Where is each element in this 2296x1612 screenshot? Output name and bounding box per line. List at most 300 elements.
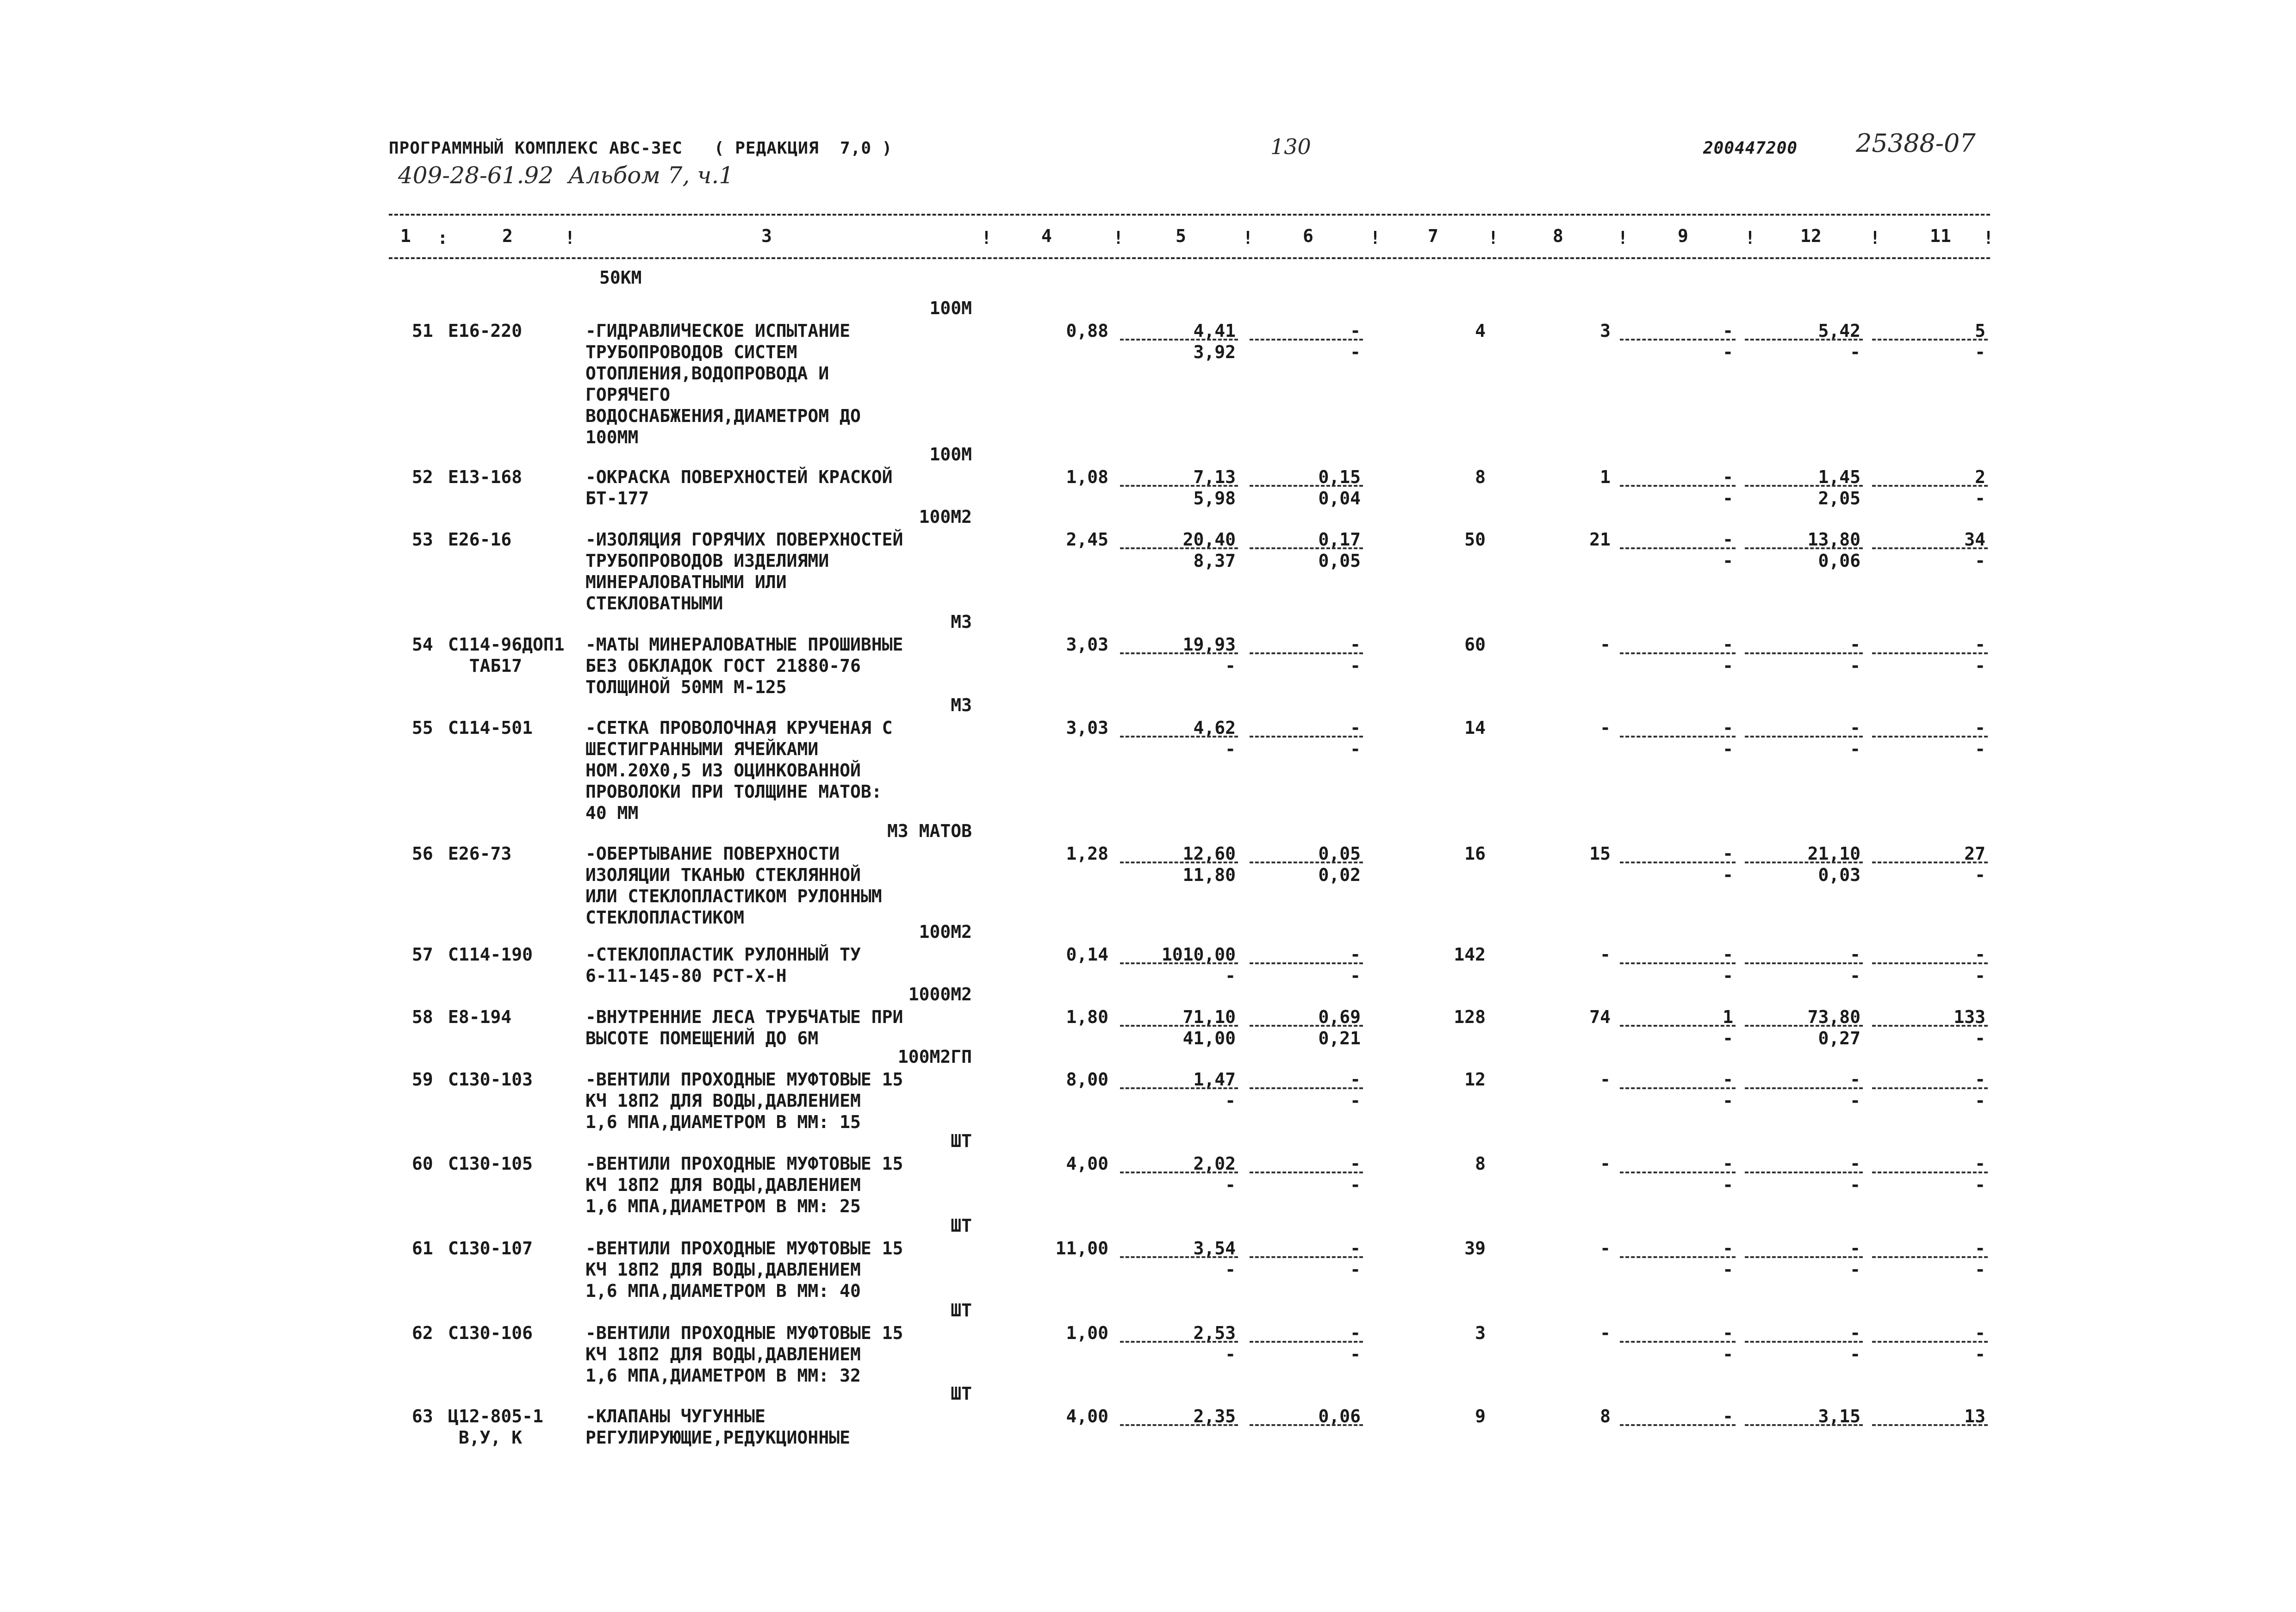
value-separator (1745, 862, 1863, 863)
machine-cost: - (1723, 944, 1733, 965)
unit-cost-total-secondary: - (1225, 1091, 1236, 1111)
unit-cost-machines: - (1350, 944, 1361, 965)
row-number: 58 (412, 1007, 433, 1027)
machine-cost-secondary: - (1723, 1175, 1733, 1195)
column-divider: ! (565, 228, 575, 248)
page-number: 130 (1270, 134, 1311, 159)
work-description: -СЕТКА ПРОВОЛОЧНАЯ КРУЧЕНАЯ С ШЕСТИГРАННЫМИ ЯЧЕЙКАМИ НОМ.20Х0,5 ИЗ ОЦИНКОВАННОЙ ПРОВОЛОКИ ПРИ ТОЛЩИНЕ МАТОВ: 40 ММ (585, 718, 893, 823)
labor-hours: 73,80 (1807, 1007, 1860, 1027)
total-cost: 128 (1454, 1007, 1486, 1027)
column-header: 6 (1303, 226, 1313, 246)
resource-code: Е16-220 (448, 321, 523, 341)
labor-total-secondary: - (1975, 551, 1985, 571)
value-separator (1120, 1256, 1238, 1258)
column-header: 4 (1041, 226, 1052, 246)
unit-cost-total: 3,54 (1193, 1238, 1236, 1259)
row-number: 56 (412, 843, 433, 864)
value-separator (1250, 862, 1363, 863)
value-separator (1745, 547, 1863, 549)
labor-cost: - (1600, 944, 1611, 965)
value-separator (1250, 547, 1363, 549)
header-rule-top (389, 214, 1990, 216)
value-separator (1620, 1341, 1736, 1343)
value-separator (1620, 1172, 1736, 1173)
machine-cost: 1 (1723, 1007, 1733, 1027)
unit-cost-total: 19,93 (1182, 634, 1236, 655)
unit-cost-total: 20,40 (1182, 529, 1236, 550)
quantity: 4,00 (1066, 1153, 1108, 1174)
resource-code: Е13-168 (448, 467, 523, 487)
unit-cost-total: 2,35 (1193, 1406, 1236, 1426)
value-separator (1620, 1424, 1736, 1426)
labor-hours: 5,42 (1818, 321, 1860, 341)
labor-hours: - (1850, 1069, 1860, 1090)
value-separator (1120, 1341, 1238, 1343)
labor-total-secondary: - (1975, 739, 1985, 759)
row-unit: ШТ (951, 1300, 972, 1321)
labor-total: 13 (1964, 1406, 1985, 1426)
value-separator (1872, 1087, 1988, 1089)
work-description: -ИЗОЛЯЦИЯ ГОРЯЧИХ ПОВЕРХНОСТЕЙ ТРУБОПРОВОДОВ ИЗДЕЛИЯМИ МИНЕРАЛОВАТНЫМИ ИЛИ СТЕКЛОВАТНЫМИ (585, 529, 903, 614)
value-separator (1250, 962, 1363, 964)
unit-cost-machines-secondary: 0,02 (1318, 865, 1361, 885)
column-divider: ! (1618, 228, 1628, 248)
column-header: 2 (502, 226, 513, 246)
labor-total: 27 (1964, 843, 1985, 864)
column-divider: ! (981, 228, 992, 248)
value-separator (1745, 962, 1863, 964)
quantity: 2,45 (1066, 529, 1108, 550)
labor-total-secondary: - (1975, 1091, 1985, 1111)
labor-total: 133 (1954, 1007, 1985, 1027)
column-divider: ! (1870, 228, 1880, 248)
unit-cost-total-secondary: - (1225, 1259, 1236, 1280)
row-number: 59 (412, 1069, 433, 1090)
value-separator (1250, 736, 1363, 738)
unit-cost-total: 4,62 (1193, 718, 1236, 738)
value-separator (1872, 1172, 1988, 1173)
value-separator (1745, 1424, 1863, 1426)
value-separator (1120, 652, 1238, 654)
column-header: 1 (400, 226, 411, 246)
unit-cost-machines-secondary: - (1350, 1344, 1361, 1364)
labor-cost: - (1600, 1238, 1611, 1259)
row-number: 54 (412, 634, 433, 655)
row-unit: 100М (929, 444, 972, 465)
total-cost: 8 (1475, 1153, 1486, 1174)
unit-cost-machines-secondary: - (1350, 342, 1361, 362)
row-unit: М3 МАТОВ (887, 821, 972, 841)
unit-cost-machines: 0,06 (1318, 1406, 1361, 1426)
value-separator (1872, 1424, 1988, 1426)
value-separator (1872, 862, 1988, 863)
column-header: 9 (1678, 226, 1688, 246)
value-separator (1620, 652, 1736, 654)
unit-cost-machines-secondary: 0,05 (1318, 551, 1361, 571)
unit-cost-total-secondary: 5,98 (1193, 488, 1236, 508)
value-separator (1620, 339, 1736, 341)
column-header: 11 (1930, 226, 1951, 246)
labor-cost: - (1600, 1069, 1611, 1090)
total-cost: 12 (1464, 1069, 1486, 1090)
quantity: 1,28 (1066, 843, 1108, 864)
machine-cost: - (1723, 529, 1733, 550)
machine-cost: - (1723, 843, 1733, 864)
value-separator (1250, 1025, 1363, 1027)
quantity: 8,00 (1066, 1069, 1108, 1090)
value-separator (1745, 1172, 1863, 1173)
value-separator (1620, 1025, 1736, 1027)
value-separator (1120, 1025, 1238, 1027)
machine-cost-secondary: - (1723, 342, 1733, 362)
machine-cost-secondary: - (1723, 966, 1733, 986)
value-separator (1120, 1172, 1238, 1173)
value-separator (1250, 339, 1363, 341)
labor-total: - (1975, 944, 1985, 965)
labor-hours-secondary: - (1850, 342, 1860, 362)
unit-cost-machines-secondary: - (1350, 739, 1361, 759)
machine-cost: - (1723, 1406, 1733, 1426)
value-separator (1872, 339, 1988, 341)
value-separator (1745, 1341, 1863, 1343)
labor-total-secondary: - (1975, 342, 1985, 362)
machine-cost: - (1723, 1323, 1733, 1343)
unit-cost-machines: - (1350, 1323, 1361, 1343)
machine-cost: - (1723, 321, 1733, 341)
labor-hours-secondary: 2,05 (1818, 488, 1860, 508)
labor-hours: - (1850, 944, 1860, 965)
labor-total-secondary: - (1975, 1344, 1985, 1364)
header-rule-bottom (389, 257, 1990, 259)
total-cost: 4 (1475, 321, 1486, 341)
labor-hours: - (1850, 718, 1860, 738)
labor-total-secondary: - (1975, 966, 1985, 986)
value-separator (1250, 1172, 1363, 1173)
quantity: 1,00 (1066, 1323, 1108, 1343)
labor-cost: 21 (1589, 529, 1611, 550)
quantity: 3,03 (1066, 718, 1108, 738)
document-code: 200447200 (1703, 139, 1798, 158)
labor-cost: 3 (1600, 321, 1611, 341)
value-separator (1120, 736, 1238, 738)
labor-total: 2 (1975, 467, 1985, 487)
labor-hours-secondary: - (1850, 966, 1860, 986)
machine-cost: - (1723, 1069, 1733, 1090)
column-divider: ! (1113, 228, 1124, 248)
row-number: 52 (412, 467, 433, 487)
value-separator (1872, 1025, 1988, 1027)
unit-cost-total: 7,13 (1193, 467, 1236, 487)
labor-hours: 13,80 (1807, 529, 1860, 550)
value-separator (1120, 1424, 1238, 1426)
unit-cost-total-secondary: 8,37 (1193, 551, 1236, 571)
value-separator (1120, 962, 1238, 964)
resource-code: С130-106 (448, 1323, 533, 1343)
work-description: -ВНУТРЕННИЕ ЛЕСА ТРУБЧАТЫЕ ПРИ ВЫСОТЕ ПОМЕЩЕНИЙ ДО 6М (585, 1007, 903, 1048)
total-cost: 16 (1464, 843, 1486, 864)
labor-total: - (1975, 1153, 1985, 1174)
value-separator (1120, 862, 1238, 863)
labor-total: - (1975, 1238, 1985, 1259)
unit-cost-machines: 0,69 (1318, 1007, 1361, 1027)
value-separator (1745, 339, 1863, 341)
column-header: 3 (761, 226, 772, 246)
labor-total: - (1975, 1323, 1985, 1343)
machine-cost-secondary: - (1723, 1344, 1733, 1364)
machine-cost-secondary: - (1723, 656, 1733, 676)
labor-total-secondary: - (1975, 1259, 1985, 1280)
total-cost: 14 (1464, 718, 1486, 738)
unit-cost-machines-secondary: - (1350, 1259, 1361, 1280)
unit-cost-total-secondary: 11,80 (1182, 865, 1236, 885)
machine-cost: - (1723, 1153, 1733, 1174)
total-cost: 60 (1464, 634, 1486, 655)
row-unit: 100М2ГП (897, 1047, 972, 1067)
column-header: 7 (1428, 226, 1438, 246)
value-separator (1120, 339, 1238, 341)
value-separator (1120, 1087, 1238, 1089)
unit-cost-machines: - (1350, 1153, 1361, 1174)
row-unit: 100М2 (919, 507, 972, 527)
labor-cost: 15 (1589, 843, 1611, 864)
labor-total-secondary: - (1975, 865, 1985, 885)
document-number: 25388-07 (1856, 129, 1976, 158)
unit-cost-machines-secondary: - (1350, 1175, 1361, 1195)
column-divider: ! (1745, 228, 1755, 248)
row-unit: 100М (929, 298, 972, 318)
labor-hours-secondary: 0,06 (1818, 551, 1860, 571)
machine-cost-secondary: - (1723, 1259, 1733, 1280)
labor-cost: 74 (1589, 1007, 1611, 1027)
unit-cost-total-secondary: 41,00 (1182, 1028, 1236, 1048)
value-separator (1620, 485, 1736, 487)
resource-code: Е8-194 (448, 1007, 512, 1027)
labor-hours: - (1850, 1323, 1860, 1343)
row-unit: ШТ (951, 1215, 972, 1236)
unit-cost-total-secondary: - (1225, 739, 1236, 759)
unit-cost-machines: - (1350, 1238, 1361, 1259)
unit-cost-total: 4,41 (1193, 321, 1236, 341)
labor-total-secondary: - (1975, 1175, 1985, 1195)
value-separator (1250, 485, 1363, 487)
labor-cost: - (1600, 1153, 1611, 1174)
value-separator (1250, 1087, 1363, 1089)
row-number: 57 (412, 944, 433, 965)
labor-total-secondary: - (1975, 488, 1985, 508)
labor-cost: 1 (1600, 467, 1611, 487)
labor-total: - (1975, 634, 1985, 655)
unit-cost-machines: - (1350, 718, 1361, 738)
labor-hours: - (1850, 1153, 1860, 1174)
value-separator (1872, 1341, 1988, 1343)
value-separator (1250, 1424, 1363, 1426)
total-cost: 3 (1475, 1323, 1486, 1343)
unit-cost-total-secondary: - (1225, 966, 1236, 986)
total-cost: 39 (1464, 1238, 1486, 1259)
work-description: -КЛАПАНЫ ЧУГУННЫЕ РЕГУЛИРУЮЩИЕ,РЕДУКЦИОННЫЕ (585, 1406, 850, 1448)
album-label: 409-28-61.92 Альбом 7, ч.1 (398, 162, 734, 189)
column-divider: : (437, 228, 448, 248)
labor-cost: - (1600, 1323, 1611, 1343)
value-separator (1872, 652, 1988, 654)
quantity: 1,08 (1066, 467, 1108, 487)
value-separator (1120, 485, 1238, 487)
quantity: 4,00 (1066, 1406, 1108, 1426)
program-title: ПРОГРАММНЫЙ КОМПЛЕКС АВС-3ЕС ( РЕДАКЦИЯ 7,0 ) (389, 139, 893, 158)
unit-cost-machines: 0,15 (1318, 467, 1361, 487)
unit-cost-total: 71,10 (1182, 1007, 1236, 1027)
row-unit: 50КМ (599, 267, 642, 288)
total-cost: 50 (1464, 529, 1486, 550)
value-separator (1872, 736, 1988, 738)
value-separator (1872, 547, 1988, 549)
value-separator (1745, 652, 1863, 654)
machine-cost: - (1723, 467, 1733, 487)
value-separator (1250, 652, 1363, 654)
labor-hours-secondary: - (1850, 1091, 1860, 1111)
value-separator (1250, 1256, 1363, 1258)
unit-cost-machines: 0,17 (1318, 529, 1361, 550)
work-description: -ВЕНТИЛИ ПРОХОДНЫЕ МУФТОВЫЕ 15 КЧ 18П2 ДЛЯ ВОДЫ,ДАВЛЕНИЕМ 1,6 МПА,ДИАМЕТРОМ В ММ: 40 (585, 1238, 903, 1301)
unit-cost-machines-secondary: 0,21 (1318, 1028, 1361, 1048)
value-separator (1620, 1087, 1736, 1089)
labor-total-secondary: - (1975, 656, 1985, 676)
value-separator (1745, 736, 1863, 738)
machine-cost-secondary: - (1723, 488, 1733, 508)
quantity: 3,03 (1066, 634, 1108, 655)
row-unit: ШТ (951, 1131, 972, 1151)
column-header: 5 (1176, 226, 1186, 246)
row-number: 61 (412, 1238, 433, 1259)
value-separator (1745, 1025, 1863, 1027)
labor-hours-secondary: - (1850, 1175, 1860, 1195)
column-divider: ! (1370, 228, 1381, 248)
unit-cost-machines: 0,05 (1318, 843, 1361, 864)
unit-cost-total-secondary: - (1225, 1175, 1236, 1195)
labor-total: 34 (1964, 529, 1985, 550)
machine-cost-secondary: - (1723, 1028, 1733, 1048)
resource-code: С114-190 (448, 944, 533, 965)
labor-hours: 1,45 (1818, 467, 1860, 487)
value-separator (1120, 547, 1238, 549)
machine-cost: - (1723, 634, 1733, 655)
value-separator (1872, 962, 1988, 964)
labor-hours: - (1850, 634, 1860, 655)
labor-cost: - (1600, 634, 1611, 655)
row-unit: 100М2 (919, 922, 972, 942)
labor-hours: - (1850, 1238, 1860, 1259)
machine-cost-secondary: - (1723, 865, 1733, 885)
row-number: 55 (412, 718, 433, 738)
row-number: 62 (412, 1323, 433, 1343)
work-description: -ОКРАСКА ПОВЕРХНОСТЕЙ КРАСКОЙ БТ-177 (585, 467, 893, 508)
total-cost: 9 (1475, 1406, 1486, 1426)
resource-code: С130-107 (448, 1238, 533, 1259)
labor-hours-secondary: 0,03 (1818, 865, 1860, 885)
value-separator (1620, 736, 1736, 738)
resource-code: Ц12-805-1 В,У, К (448, 1406, 543, 1448)
machine-cost-secondary: - (1723, 551, 1733, 571)
unit-cost-total-secondary: 3,92 (1193, 342, 1236, 362)
row-unit: М3 (951, 612, 972, 632)
labor-hours-secondary: - (1850, 1344, 1860, 1364)
column-divider: ! (1488, 228, 1499, 248)
value-separator (1620, 1256, 1736, 1258)
row-unit: ШТ (951, 1383, 972, 1404)
labor-total: - (1975, 718, 1985, 738)
value-separator (1745, 485, 1863, 487)
labor-total-secondary: - (1975, 1028, 1985, 1048)
work-description: -МАТЫ МИНЕРАЛОВАТНЫЕ ПРОШИВНЫЕ БЕЗ ОБКЛАДОК ГОСТ 21880-76 ТОЛЩИНОЙ 50ММ М-125 (585, 634, 903, 697)
unit-cost-total: 2,53 (1193, 1323, 1236, 1343)
labor-hours-secondary: - (1850, 739, 1860, 759)
value-separator (1620, 962, 1736, 964)
work-description: -ВЕНТИЛИ ПРОХОДНЫЕ МУФТОВЫЕ 15 КЧ 18П2 ДЛЯ ВОДЫ,ДАВЛЕНИЕМ 1,6 МПА,ДИАМЕТРОМ В ММ: 32 (585, 1323, 903, 1386)
resource-code: Е26-73 (448, 843, 512, 864)
machine-cost: - (1723, 718, 1733, 738)
unit-cost-machines-secondary: - (1350, 966, 1361, 986)
unit-cost-total: 1,47 (1193, 1069, 1236, 1090)
column-divider: ! (1243, 228, 1253, 248)
unit-cost-machines: - (1350, 1069, 1361, 1090)
unit-cost-total: 2,02 (1193, 1153, 1236, 1174)
value-separator (1620, 862, 1736, 863)
labor-cost: - (1600, 718, 1611, 738)
row-number: 63 (412, 1406, 433, 1426)
labor-hours-secondary: - (1850, 656, 1860, 676)
work-description: -СТЕКЛОПЛАСТИК РУЛОННЫЙ ТУ 6-11-145-80 РСТ-Х-Н (585, 944, 861, 986)
resource-code: С130-103 (448, 1069, 533, 1090)
labor-hours-secondary: 0,27 (1818, 1028, 1860, 1048)
quantity: 1,80 (1066, 1007, 1108, 1027)
column-header: 8 (1553, 226, 1563, 246)
value-separator (1872, 485, 1988, 487)
labor-total: - (1975, 1069, 1985, 1090)
quantity: 0,88 (1066, 321, 1108, 341)
labor-total: 5 (1975, 321, 1985, 341)
unit-cost-machines-secondary: - (1350, 1091, 1361, 1111)
value-separator (1745, 1087, 1863, 1089)
machine-cost-secondary: - (1723, 739, 1733, 759)
resource-code: Е26-16 (448, 529, 512, 550)
value-separator (1250, 1341, 1363, 1343)
row-number: 60 (412, 1153, 433, 1174)
resource-code: С114-501 (448, 718, 533, 738)
total-cost: 142 (1454, 944, 1486, 965)
work-description: -ВЕНТИЛИ ПРОХОДНЫЕ МУФТОВЫЕ 15 КЧ 18П2 ДЛЯ ВОДЫ,ДАВЛЕНИЕМ 1,6 МПА,ДИАМЕТРОМ В ММ: 25 (585, 1153, 903, 1216)
labor-hours-secondary: - (1850, 1259, 1860, 1280)
labor-hours: 21,10 (1807, 843, 1860, 864)
value-separator (1872, 1256, 1988, 1258)
unit-cost-machines-secondary: - (1350, 656, 1361, 676)
unit-cost-total: 1010,00 (1161, 944, 1236, 965)
value-separator (1620, 547, 1736, 549)
resource-code: С130-105 (448, 1153, 533, 1174)
machine-cost-secondary: - (1723, 1091, 1733, 1111)
value-separator (1745, 1256, 1863, 1258)
work-description: -ВЕНТИЛИ ПРОХОДНЫЕ МУФТОВЫЕ 15 КЧ 18П2 ДЛЯ ВОДЫ,ДАВЛЕНИЕМ 1,6 МПА,ДИАМЕТРОМ В ММ: 15 (585, 1069, 903, 1132)
resource-code: С114-96ДОП1 ТАБ17 (448, 634, 565, 676)
unit-cost-machines: - (1350, 321, 1361, 341)
row-number: 53 (412, 529, 433, 550)
row-number: 51 (412, 321, 433, 341)
column-header: 12 (1800, 226, 1822, 246)
labor-hours: 3,15 (1818, 1406, 1860, 1426)
labor-cost: 8 (1600, 1406, 1611, 1426)
quantity: 11,00 (1055, 1238, 1108, 1259)
unit-cost-machines: - (1350, 634, 1361, 655)
work-description: -ОБЕРТЫВАНИЕ ПОВЕРХНОСТИ ИЗОЛЯЦИИ ТКАНЬЮ СТЕКЛЯННОЙ ИЛИ СТЕКЛОПЛАСТИКОМ РУЛОННЫМ СТЕКЛОПЛАСТИКОМ (585, 843, 882, 928)
